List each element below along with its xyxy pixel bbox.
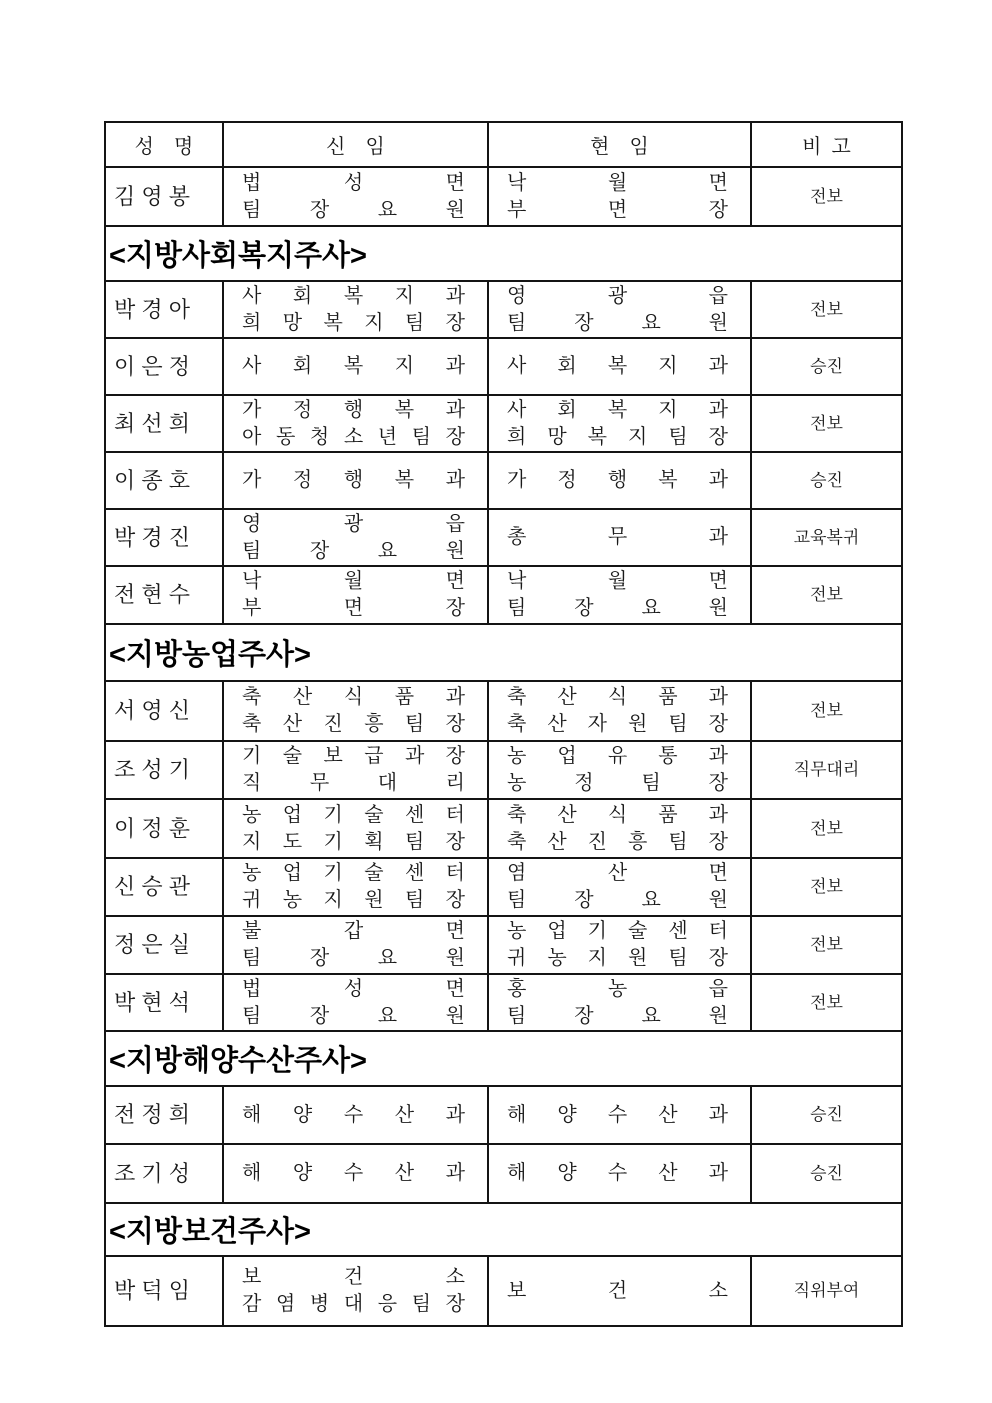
new-position-cell: 농 업 기 술 센 터 귀 농 지 원 팀 장 (224, 859, 489, 915)
current-position-cell: 낙 월 면 팀 장 요 원 (489, 567, 752, 623)
table-row (106, 567, 901, 625)
name-cell: 김 영 봉 (106, 168, 224, 225)
header-current-position: 현 임 (489, 123, 752, 166)
table-row (106, 1087, 901, 1145)
current-position-cell: 축 산 식 품 과 축 산 자 원 팀 장 (489, 682, 752, 740)
name-cell: 박 경 진 (106, 510, 224, 565)
section-row (106, 1032, 901, 1087)
current-position-cell: 농 업 기 술 센 터 귀 농 지 원 팀 장 (489, 917, 752, 973)
table-row (106, 453, 901, 510)
current-position-cell: 총 무 과 (489, 510, 752, 565)
remark-cell: 승진 (810, 1105, 843, 1124)
new-position-cell: 해 양 수 산 과 (224, 1087, 489, 1143)
remark-cell: 승진 (810, 470, 843, 490)
new-position-cell: 법 성 면 팀 장 요 원 (224, 975, 489, 1030)
table-row (106, 1145, 901, 1204)
table-row (106, 859, 901, 917)
new-position-cell: 낙 월 면 부 면 장 (224, 567, 489, 623)
new-position-cell: 축 산 식 품 과 축 산 진 흥 팀 장 (224, 682, 489, 740)
personnel-table (104, 121, 903, 1327)
name-cell: 이 정 훈 (106, 800, 224, 857)
table-row (106, 339, 901, 396)
section-row (106, 625, 901, 682)
name-cell: 서 영 신 (106, 682, 224, 740)
section-title: <지방사회복지주사> (109, 240, 367, 272)
section-title: <지방보건주사> (109, 1216, 311, 1248)
remark-cell: 직위부여 (793, 1281, 860, 1300)
section-title: <지방해양수산주사> (109, 1045, 367, 1077)
new-position-cell: 보 건 소 감 염 병 대 응 팀 장 (224, 1257, 489, 1325)
remark-cell: 전보 (810, 818, 843, 838)
new-position-cell: 사 회 복 지 과 희 망 복 지 팀 장 (224, 282, 489, 337)
current-position-cell: 낙 월 면 부 면 장 (489, 168, 752, 225)
name-cell: 박 경 아 (106, 282, 224, 337)
table-row (106, 1257, 901, 1325)
new-position-cell: 사 회 복 지 과 (224, 339, 489, 394)
remark-cell: 전보 (810, 413, 843, 433)
current-position-cell: 염 산 면 팀 장 요 원 (489, 859, 752, 915)
header-remark: 비 고 (802, 136, 851, 158)
new-position-cell: 가 정 행 복 과 (224, 453, 489, 508)
current-position-cell: 가 정 행 복 과 (489, 453, 752, 508)
remark-cell: 직무대리 (793, 760, 860, 779)
name-cell: 전 현 수 (106, 567, 224, 623)
remark-cell: 전보 (810, 585, 843, 604)
new-position-cell: 법 성 면 팀 장 요 원 (224, 168, 489, 225)
table-row (106, 282, 901, 339)
section-row (106, 1204, 901, 1257)
new-position-cell: 가 정 행 복 과 아 동 청 소 년 팀 장 (224, 396, 489, 451)
current-position-cell: 보 건 소 (489, 1257, 752, 1325)
section-row (106, 227, 901, 282)
table-row (106, 800, 901, 859)
name-cell: 이 은 정 (106, 339, 224, 394)
name-cell: 신 승 관 (106, 859, 224, 915)
table-row (106, 917, 901, 975)
name-cell: 박 덕 임 (106, 1257, 224, 1325)
header-new-position: 신 임 (224, 123, 489, 166)
header-row (106, 123, 901, 168)
current-position-cell: 해 양 수 산 과 (489, 1145, 752, 1202)
table-row (106, 975, 901, 1032)
name-cell: 정 은 실 (106, 917, 224, 973)
current-position-cell: 사 회 복 지 과 희 망 복 지 팀 장 (489, 396, 752, 451)
new-position-cell: 농 업 기 술 센 터 지 도 기 획 팀 장 (224, 800, 489, 857)
table-row (106, 510, 901, 567)
current-position-cell: 사 회 복 지 과 (489, 339, 752, 394)
remark-cell: 전보 (810, 701, 843, 720)
current-position-cell: 홍 농 읍 팀 장 요 원 (489, 975, 752, 1030)
name-cell: 박 현 석 (106, 975, 224, 1030)
name-cell: 조 기 성 (106, 1145, 224, 1202)
remark-cell: 전보 (810, 877, 843, 896)
table-row (106, 742, 901, 800)
remark-cell: 전보 (810, 992, 843, 1012)
remark-cell: 전보 (810, 299, 843, 319)
current-position-cell: 영 광 읍 팀 장 요 원 (489, 282, 752, 337)
new-position-cell: 영 광 읍 팀 장 요 원 (224, 510, 489, 565)
table-row (106, 168, 901, 227)
table-row (106, 396, 901, 453)
name-cell: 최 선 희 (106, 396, 224, 451)
current-position-cell: 축 산 식 품 과 축 산 진 흥 팀 장 (489, 800, 752, 857)
remark-cell: 교육복귀 (793, 527, 860, 547)
remark-cell: 전보 (810, 186, 843, 206)
name-cell: 조 성 기 (106, 742, 224, 798)
remark-cell: 승진 (810, 1163, 843, 1183)
new-position-cell: 해 양 수 산 과 (224, 1145, 489, 1202)
section-title: <지방농업주사> (109, 639, 311, 671)
new-position-cell: 기 술 보 급 과 장 직 무 대 리 (224, 742, 489, 798)
remark-cell: 전보 (810, 935, 843, 954)
name-cell: 이 종 호 (106, 453, 224, 508)
name-cell: 전 정 희 (106, 1087, 224, 1143)
new-position-cell: 불 갑 면 팀 장 요 원 (224, 917, 489, 973)
header-name: 성 명 (106, 123, 224, 166)
table-row (106, 682, 901, 742)
current-position-cell: 농 업 유 통 과 농 정 팀 장 (489, 742, 752, 798)
current-position-cell: 해 양 수 산 과 (489, 1087, 752, 1143)
remark-cell: 승진 (810, 356, 843, 376)
